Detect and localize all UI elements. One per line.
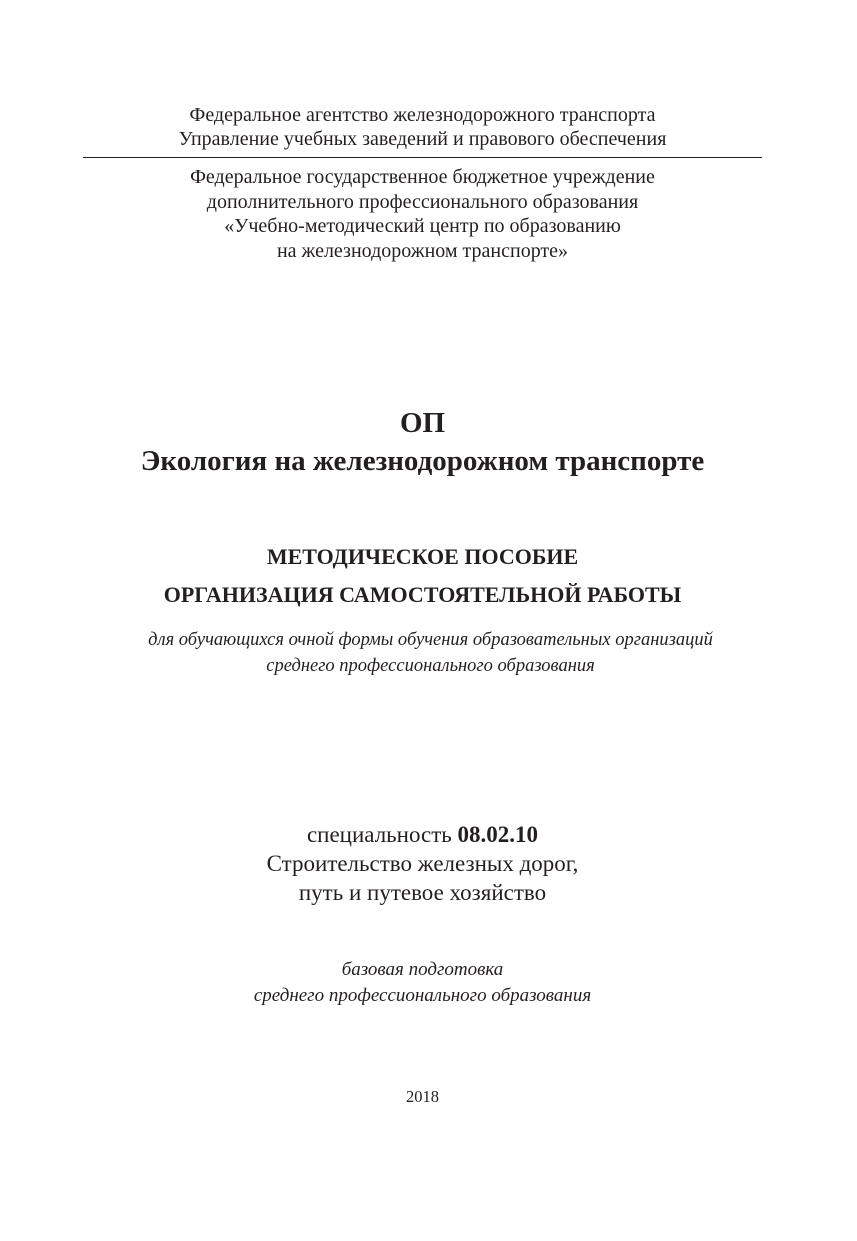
header-divider: [83, 157, 762, 158]
specialty-code: 08.02.10: [457, 822, 539, 847]
institution-line-2: дополнительного профессионального образования: [206, 190, 639, 213]
institution-line-3: «Учебно-методический центр по образованию: [224, 215, 621, 237]
publication-year: [0, 1086, 845, 1108]
course-title-text: Экология на железнодорожном транспорте: [140, 445, 705, 477]
preparation-line-1: базовая подготовка: [341, 959, 504, 980]
institution-line-1: Федеральное государственное бюджетное учреждение: [190, 166, 655, 188]
specialty-line: [0, 820, 845, 849]
course-prefix: [0, 405, 845, 441]
preparation-level: [0, 957, 845, 1009]
audience-line-2: среднего профессионального образования: [266, 656, 595, 676]
institution-header: [0, 165, 845, 263]
department-name: Управление учебных заведений и правового обеспечения: [178, 128, 667, 150]
agency-header: [0, 103, 845, 151]
manual-type-line-2: ОРГАНИЗАЦИЯ САМОСТОЯТЕЛЬНОЙ РАБОТЫ: [163, 582, 682, 607]
specialty-block: [0, 820, 845, 907]
specialty-name-line-2: путь и путевое хозяйство: [298, 880, 547, 905]
manual-type: [0, 538, 845, 614]
course-title: [0, 443, 845, 479]
institution-line-4: на железнодорожном транспорте»: [276, 239, 569, 262]
preparation-line-2: среднего профессионального образования: [253, 985, 592, 1006]
agency-name: Федеральное агентство железнодорожного транспорта: [189, 104, 656, 126]
audience-line-1: для обучающихся очной формы обучения образовательных организаций: [148, 630, 713, 650]
specialty-label: специальность: [306, 822, 458, 847]
course-prefix-text: ОП: [399, 407, 446, 439]
specialty-name-line-1: Строительство железных дорог,: [266, 851, 579, 876]
manual-type-line-1: МЕТОДИЧЕСКОЕ ПОСОБИЕ: [266, 544, 579, 569]
publication-year-text: 2018: [406, 1087, 439, 1106]
target-audience: [8, 627, 853, 679]
